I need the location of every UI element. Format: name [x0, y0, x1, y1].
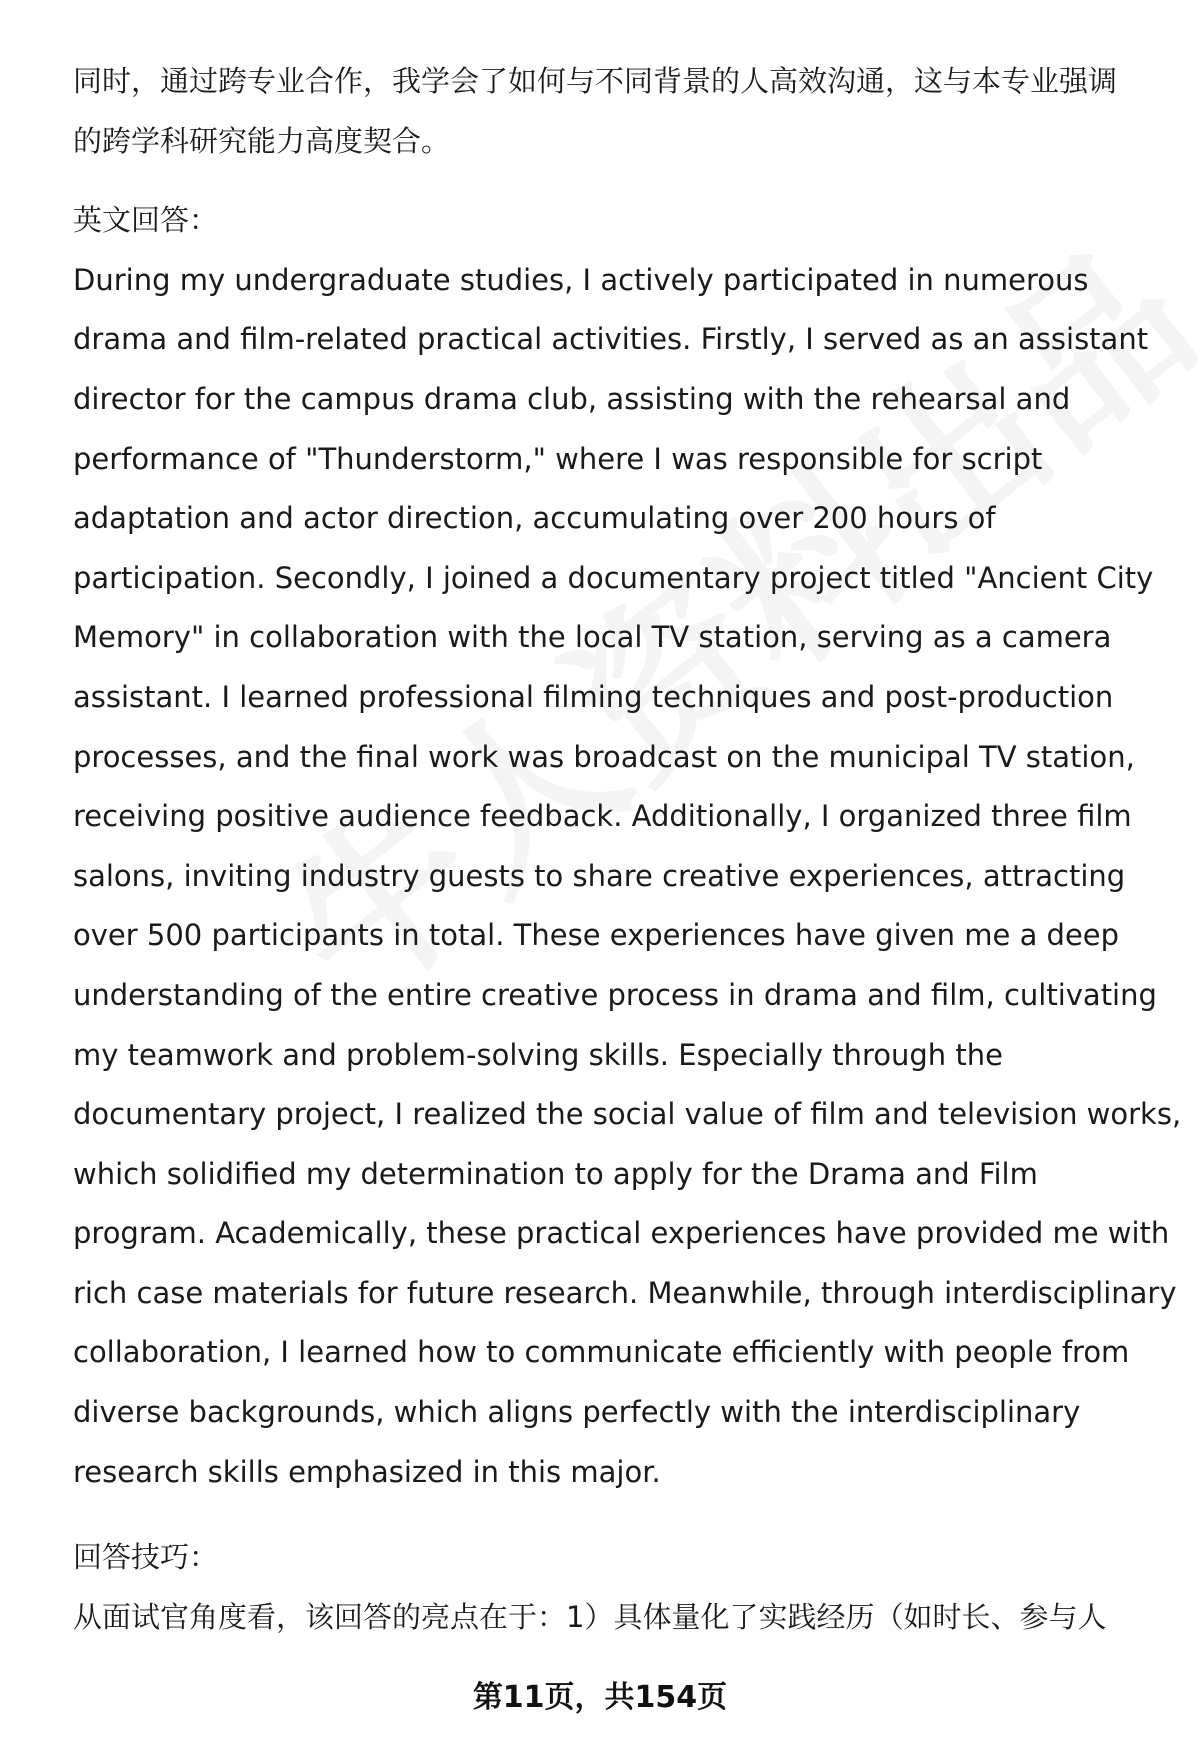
answer-tips-line: 从面试官角度看，该回答的亮点在于：1）具体量化了实践经历（如时长、参与人 [73, 1599, 1107, 1634]
english-answer-line: diverse backgrounds, which aligns perfectly with the interdisciplinary [73, 1395, 1081, 1430]
english-answer-line: performance of "Thunderstorm," where I was responsible for script [73, 441, 1043, 476]
english-answer-line: director for the campus drama club, assisting with the rehearsal and [73, 381, 1071, 416]
english-answer-line: my teamwork and problem-solving skills. Especially through the [73, 1037, 1003, 1072]
english-answer-line: collaboration, I learned how to communicate efficiently with people from [73, 1335, 1130, 1370]
english-answer-line: assistant. I learned professional filming techniques and post-production [73, 679, 1114, 714]
english-answer-line: documentary project, I realized the social value of film and television works, [73, 1097, 1182, 1132]
english-answer-line: drama and film-related practical activities. Firstly, I served as an assistant [73, 322, 1149, 357]
english-answer-line: understanding of the entire creative process in drama and film, cultivating [73, 977, 1157, 1012]
answer-tips-paragraph [73, 1588, 1153, 1648]
english-answer-line: which solidified my determination to apply for the Drama and Film [73, 1156, 1038, 1191]
english-answer-line: salons, inviting industry guests to share creative experiences, attracting [73, 858, 1126, 893]
english-answer-line: adaptation and actor direction, accumulating over 200 hours of [73, 501, 996, 536]
english-answer-line: receiving positive audience feedback. Additionally, I organized three film [73, 799, 1132, 834]
english-answer-line: participation. Secondly, I joined a documentary project titled "Ancient City [73, 560, 1154, 595]
intro-line: 的跨学科研究能力高度契合。 [73, 123, 451, 158]
answer-tips-heading: 回答技巧： [73, 1540, 219, 1575]
page-content [73, 52, 1182, 1647]
english-answer-line: over 500 participants in total. These experiences have given me a deep [73, 918, 1120, 953]
english-answer-line: rich case materials for future research. Meanwhile, through interdisciplinary [73, 1275, 1177, 1310]
english-answer-line: research skills emphasized in this major. [73, 1454, 661, 1489]
english-answer-heading: 英文回答： [73, 203, 219, 238]
english-answer-line: program. Academically, these practical experiences have provided me with [73, 1216, 1170, 1251]
english-answer-line: During my undergraduate studies, I actively participated in numerous [73, 262, 1089, 297]
english-answer-line: processes, and the final work was broadcast on the municipal TV station, [73, 739, 1135, 774]
page-number-footer: 第11页，共154页 [472, 1680, 728, 1715]
english-answer-paragraph [73, 251, 1182, 1502]
intro-chinese-paragraph [73, 52, 1153, 171]
intro-line: 同时，通过跨专业合作，我学会了如何与不同背景的人高效沟通，这与本专业强调 [73, 64, 1118, 98]
english-answer-line: Memory" in collaboration with the local TV station, serving as a camera [73, 620, 1112, 655]
